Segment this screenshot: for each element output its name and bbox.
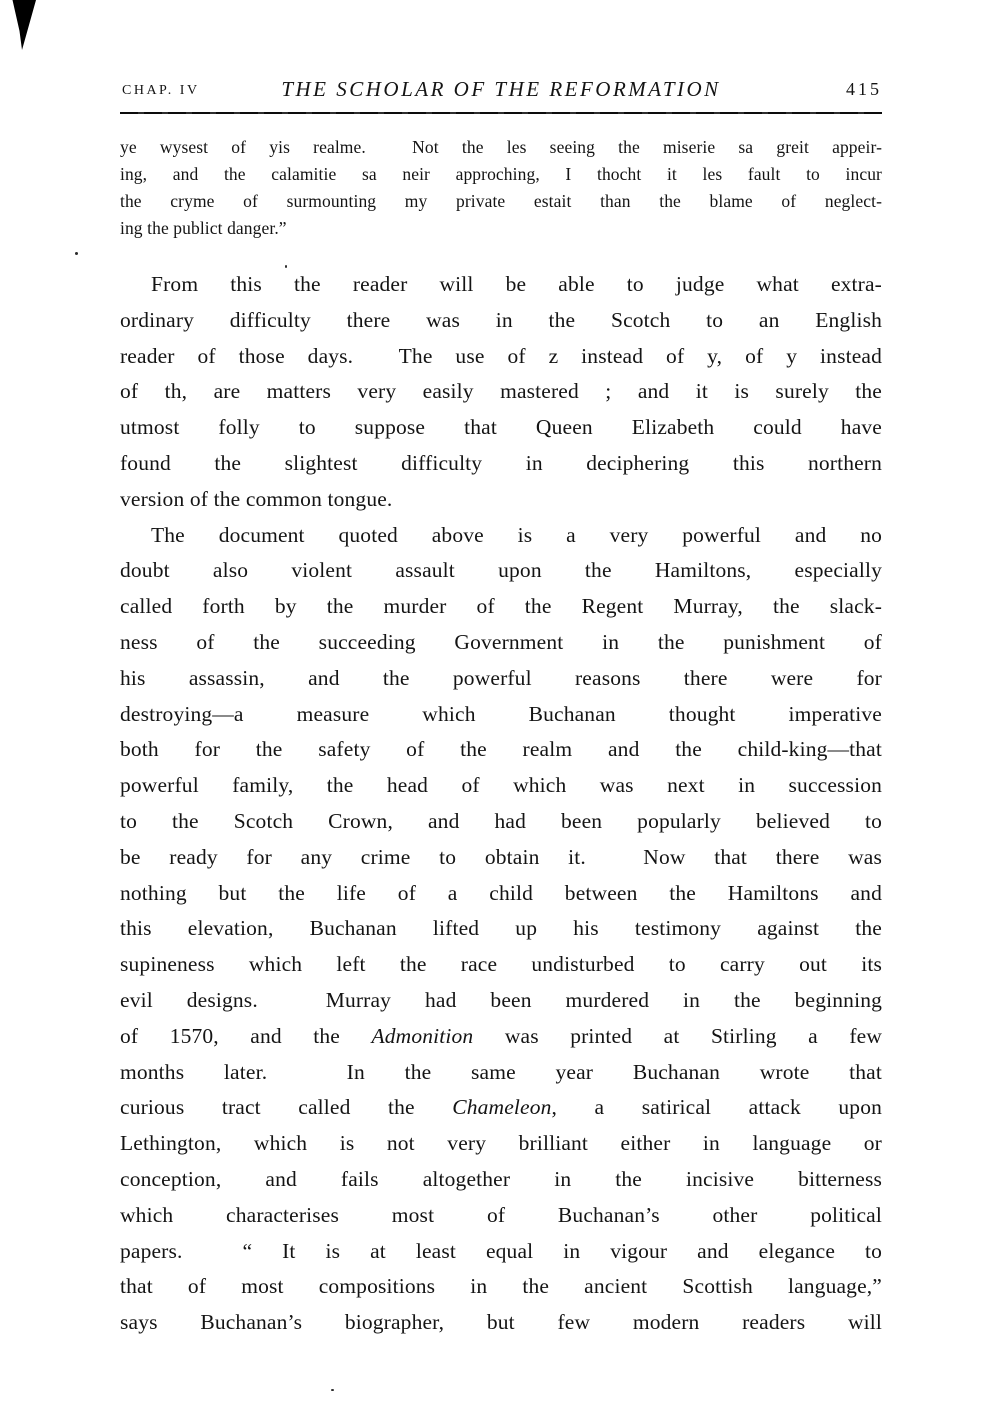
scan-speck — [331, 1389, 334, 1391]
text-line: Lethington, which is not very brilliant either in language or — [120, 1131, 882, 1156]
chapter-label: CHAP. IV — [122, 83, 200, 98]
text-line: doubt also violent assault upon the Hamiltons, especially — [120, 558, 882, 583]
text-line: nothing but the life of a child between the Hamiltons and — [120, 880, 882, 905]
text-line: be ready for any crime to obtain it. Now that there was — [120, 844, 882, 869]
text-line: destroying—a measure which Buchanan thought imperative — [120, 701, 882, 726]
text-line: called forth by the murder of the Regent Murray, the slack- — [120, 594, 882, 619]
text-line: of 1570, and the Admonition was printed at Stirling a few — [120, 1023, 882, 1048]
text-line: his assassin, and the powerful reasons there were for — [120, 665, 882, 690]
text-line: both for the safety of the realm and the child-king—that — [120, 737, 882, 762]
scan-speck — [75, 252, 78, 255]
text-line: conception, and fails altogether in the incisive bitterness — [120, 1166, 882, 1191]
block-quote — [120, 134, 882, 242]
paragraph-2 — [120, 518, 882, 1341]
text-line: From this the reader will be able to judge what extra- — [151, 272, 882, 296]
header-rule — [120, 112, 882, 114]
text-line: The document quoted above is a very powerful and no — [151, 522, 882, 547]
text-line: evil designs. Murray had been murdered in the beginning — [120, 987, 882, 1012]
text-line: powerful family, the head of which was next in succession — [120, 773, 882, 798]
text-line: papers. “ It is at least equal in vigour and elegance to — [120, 1238, 882, 1263]
text-line: says Buchanan’s biographer, but few modern readers will — [120, 1310, 882, 1335]
scan-speck — [285, 265, 287, 268]
text-line: which characterises most of Buchanan’s other political — [120, 1202, 882, 1227]
text-line: that of most compositions in the ancient Scottish language,” — [120, 1274, 882, 1299]
scan-artifact-wedge — [11, 0, 36, 50]
text-line: curious tract called the Chameleon, a satirical attack upon — [120, 1095, 882, 1120]
text-line: to the Scotch Crown, and had been popularly believed to — [120, 808, 882, 833]
text-line: supineness which left the race undisturbed to carry out its — [120, 952, 882, 977]
paragraph-1 — [120, 267, 882, 518]
text-line: of th, are matters very easily mastered ; and it is surely the — [120, 379, 882, 404]
text-line: utmost folly to suppose that Queen Elizabeth could have — [120, 415, 882, 440]
page-header — [120, 70, 882, 102]
body-text — [120, 267, 882, 1341]
text-line: ing, and the calamitie sa neir approching, I thocht it les fault to incur — [120, 164, 882, 184]
text-line: reader of those days. The use of z instead of y, of y instead — [120, 343, 882, 368]
text-line: ordinary difficulty there was in the Scotch to an English — [120, 307, 882, 332]
text-line: this elevation, Buchanan lifted up his testimony against the — [120, 916, 882, 941]
text-line: ye wysest of yis realme. Not the les seeing the miserie sa greit appeir- — [120, 137, 882, 157]
text-line: months later. In the same year Buchanan wrote that — [120, 1059, 882, 1084]
text-line: found the slightest difficulty in deciphering this northern — [120, 450, 882, 475]
text-line: the cryme of surmounting my private estait than the blame of neglect- — [120, 191, 882, 211]
text-line: version of the common tongue. — [120, 486, 393, 511]
page-number: 415 — [846, 79, 882, 99]
running-title: THE SCHOLAR OF THE REFORMATION — [281, 77, 721, 101]
text-line: ness of the succeeding Government in the punishment of — [120, 629, 882, 654]
text-line: ing the publict danger.” — [120, 218, 287, 238]
